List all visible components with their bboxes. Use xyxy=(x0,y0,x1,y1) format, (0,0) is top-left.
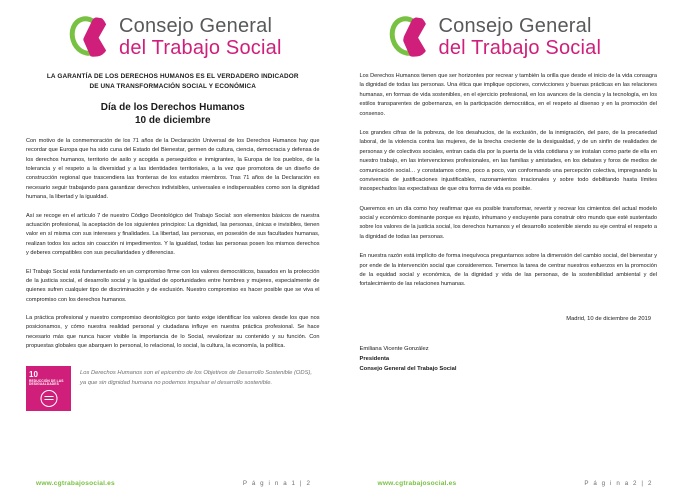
ods-block xyxy=(26,366,320,411)
subtitle-line-1: Día de los Derechos Humanos xyxy=(100,101,245,113)
footer-website-link[interactable]: www.cgtrabajosocial.es xyxy=(36,480,115,487)
cgts-logo-mark-icon xyxy=(70,14,112,60)
logo-line-2: del Trabajo Social xyxy=(119,36,282,59)
logo-line-1: Consejo General xyxy=(119,15,273,38)
logo-text xyxy=(119,16,282,58)
footer-page-number: P á g i n a 2 | 2 xyxy=(584,480,653,487)
logo-page-1 xyxy=(26,14,320,60)
logo-line-2: del Trabajo Social xyxy=(438,36,602,59)
footer-page-number: P á g i n a 1 | 2 xyxy=(242,480,312,487)
signature-block xyxy=(360,344,658,374)
subtitle-line-2: 10 de diciembre xyxy=(134,114,211,126)
footer-page-1 xyxy=(0,480,342,487)
page-2 xyxy=(342,0,683,500)
ods-badge xyxy=(26,366,71,411)
footer-page-2 xyxy=(342,480,683,487)
paragraph: Así se recoge en el artículo 7 de nuestro Código Deontológico del Trabajo Social: son elementos básicos de nuestra actuación profesional, la aceptación de los siguientes principios: La dignidad, las personas, únicas e invisibles, tienen valor en sí misma con sus intereses y finalidades. La libertad, las personas, en posesión de sus facultades humanas, realizan todos los actos sin coacción ni impedimentos. Y la igualdad, todas las personas posen los mismos derechos y deberes compatibles con sus peculiaridades y diferencias. xyxy=(26,212,320,257)
logo-text xyxy=(439,16,602,58)
signatory-name: Emiliana Vicente González xyxy=(359,345,429,352)
paragraph: Los grandes cifras de la pobreza, de los desahucios, de la exclusión, de la inmigración, del paro, de la precariedad laboral, de la violencia contra las mujeres, de la brecha creciente de la desigualdad, y de un sinfín de realidades de personas y de colectivos sociales, entran cada día por la puerta de la vida cotidiana y se instalan como parte de ella en nuestro trabajo, en las intervenciones profesionales, en las familias y amistades, en los debates y foros de medios de comunicación social… y constatamos cómo, poco a poco, van conformando una percepción colectiva, impregnando la convivencia de justificaciones injustificables, razonamientos irracionales y sobre todo debilitando hasta límites insospechados las expectativas de que otra forma de vida es posible. xyxy=(359,129,657,193)
document-title: LA GARANTÍA DE LOS DERECHOS HUMANOS ES EL VERDADERO INDICADOR DE UNA TRANSFORMACIÓN SOCIAL Y ECONÓMICA xyxy=(46,73,299,90)
signatory-role: Presidenta xyxy=(359,355,390,362)
paragraph: El Trabajo Social está fundamentado en un compromiso firme con los valores democráticos, basados en la protección de la justicia social, el desarrollo social y la igualdad de oportunidades entre hombres y mujeres, especialmente de quienes sufren cualquier tipo de discriminación y de exclusión. Nuestro compromiso es hacer posible que se viva el compromiso con los derechos humanos. xyxy=(26,268,320,303)
paragraph: En nuestra razón está implícito de forma inequívoca preguntarnos sobre la dimensión del cambio social, del bienestar y por ende de la intervención social que consideremos. Tenemos la tarea de centrar nuestros esfuerzos en la promoción de la equidad social y económica, de la dignidad y vida de las personas, de la sostenibilidad ambiental y del fortalecimiento de las relaciones humanas. xyxy=(359,253,657,288)
logo-page-2 xyxy=(360,14,658,60)
ods-label: REDUCCIÓN DE LAS DESIGUALDADES xyxy=(29,378,64,387)
footer-website-link[interactable]: www.cgtrabajosocial.es xyxy=(377,480,457,487)
signature-date: Madrid, 10 de diciembre de 2019 xyxy=(566,315,651,322)
cgts-logo-mark-icon xyxy=(390,14,432,60)
paragraph: Los Derechos Humanos tienen que ser horizontes por recrear y también la orilla que desde el inicio de la vida consagra la dignidad de todas las personas. Una ética que implique opciones, convicciones y buenas prácticas en las relaciones humanas, en formas de vida sostenibles, en el ejercicio profesional, en los avances de la ciencia y la tecnología, en los estilos transparentes de gobernanza, en la participación democrática, en el respeto al disenso y en la promoción del consenso. xyxy=(359,73,657,117)
paragraph: Con motivo de la conmemoración de los 71 años de la Declaración Universal de los Derechos Humanos hay que recordar que Europa que ha sido cuna del Estado del Bienestar, germen de cultura, ciencia, democracia y defensa de los derechos humanos, territorio de asilo y acogida a perseguidos e inmigrantes, la Europa de los pueblos, de la tolerancia y el respeto a la diversidad y a las identidades territoriales, a la vez que promotora de un diseño de construcción regional que trascendiera las fronteras de los estados miembros. Tras 71 años de la Declaración es necesario seguir trabajando para garantizar derechos indivisibles, universales e indispensables como son la dignidad humana, la libertad y la igualdad. xyxy=(26,137,320,201)
body-column-page-2 xyxy=(360,72,658,290)
equals-circle-icon xyxy=(40,390,57,407)
paragraph: La práctica profesional y nuestro compromiso deontológico por tanto exige identificar los valores desde los que nos posicionamos, y cómo nuestra realidad personal y ciudadana influye en nuestra práctica profesional. Se hace necesario más que nunca hacer visible la importancia de lo Social, revalorizar su contenido y su función. Con propuestas globales que abarquen lo personal, lo relacional, lo social, la cultura, la economía, la política. xyxy=(26,315,320,350)
ods-number: 10 xyxy=(29,369,38,379)
ods-quote: Los Derechos Humanos son el epicentro de los Objetivos de Desarrollo Sostenible (ODS), ya que sin dignidad humana no podemos impulsar el desarrollo sostenible. xyxy=(80,369,312,387)
logo-line-1: Consejo General xyxy=(438,15,592,38)
signatory-organization: Consejo General del Trabajo Social xyxy=(359,366,457,373)
paragraph: Queremos en un día como hoy reafirmar que es posible transformar, revertir y recrear los cimientos del actual modelo social y económico dominante porque es injusto, inhumano y excluyente para construir otro mundo que esté sustentado sobre los valores de la justicia social, los derechos humanos y el desarrollo sostenible siendo su eje central el respeto a la dignidad de todas las personas. xyxy=(359,205,657,240)
document-subtitle xyxy=(26,101,320,127)
body-column-page-1 xyxy=(26,137,320,352)
